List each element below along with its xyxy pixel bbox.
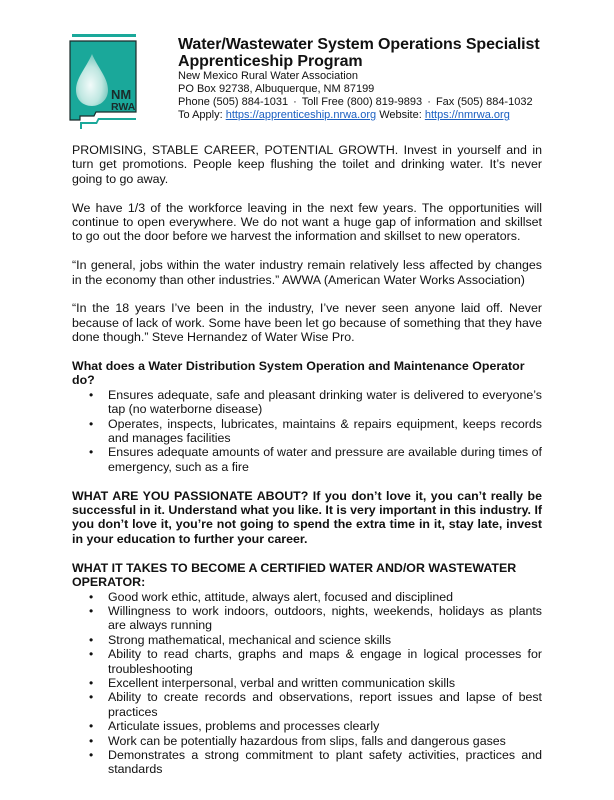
bullet-icon: •	[89, 632, 94, 647]
program-title-line-1: Water/Wastewater System Operations Specialist	[178, 36, 540, 53]
list-item: • Articulate issues, problems and processes clearly	[89, 719, 380, 734]
svg-text:NM: NM	[111, 87, 132, 102]
apply-link[interactable]: https://apprenticeship.nrwa.org	[225, 109, 377, 121]
separator-dot: ·	[293, 96, 297, 108]
awwa-quote: “In general, jobs within the water industry remain relatively less affected by changes in the economy than other industries.” AWWA (American Water Works Association)	[72, 258, 542, 287]
list-item: • Ensures adequate, safe and pleasant drinking water is delivered to everyone’s tap (no waterborne disease)	[89, 387, 542, 417]
phone-number: Phone (505) 884-1031	[178, 96, 289, 108]
bullet-icon: •	[89, 690, 94, 705]
operator-duties-heading: What does a Water Distribution System Operation and Maintenance Operator do?	[72, 359, 525, 388]
certification-requirements-heading: WHAT IT TAKES TO BECOME A CERTIFIED WATER AND/OR WASTEWATER OPERATOR:	[72, 560, 517, 590]
website-label: Website:	[379, 109, 422, 121]
separator-dot: ·	[427, 96, 431, 108]
list-item: • Demonstrates a strong commitment to plant safety activities, practices and standards	[89, 747, 542, 777]
list-item: • Strong mathematical, mechanical and science skills	[89, 632, 392, 647]
apply-label: To Apply:	[178, 109, 223, 121]
nmrwa-logo-icon	[68, 34, 163, 132]
list-item: • Ability to create records and observations, report issues and lapse of best practices	[89, 690, 542, 719]
certification-requirements-list	[72, 590, 542, 777]
bullet-icon: •	[89, 603, 94, 618]
organization-name: New Mexico Rural Water Association	[178, 70, 358, 82]
list-item: • Operates, inspects, lubricates, maintains & repairs equipment, keeps records and manages facilities	[89, 416, 542, 446]
list-item: • Willingness to work indoors, outdoors, nights, weekends, holidays as plants are always running	[89, 603, 542, 633]
steve-hernandez-quote: “In the 18 years I’ve been in the industry, I’ve never seen anyone laid off. Never because of lack of work. Some have been let go because of something that they have done though.” Steve Hernandez of Water Wise Pro.	[72, 301, 542, 345]
passion-paragraph: WHAT ARE YOU PASSIONATE ABOUT? If you don’t love it, you can’t really be successful in it. Understand what you like. It is very important in this industry. If you don’t love it, you’re not going to spend the extra time in it, stay late, invest in your education to further your career.	[72, 488, 543, 546]
document-body	[72, 143, 542, 791]
intro-paragraph: PROMISING, STABLE CAREER, POTENTIAL GROWTH. Invest in yourself and in turn get promotions. People keep flushing the toilet and drinking water. It’s never going to go away.	[72, 143, 542, 186]
list-item: • Work can be potentially hazardous from slips, falls and dangerous gases	[89, 733, 506, 748]
letterhead-text	[178, 36, 558, 122]
list-item: • Ability to read charts, graphs and maps & engage in logical processes for troubleshooting	[89, 647, 542, 676]
list-item: • Ensures adequate amounts of water and pressure are available during times of emergency, such as a fire	[89, 445, 542, 474]
bullet-icon: •	[89, 733, 94, 748]
mailing-address: PO Box 92738, Albuquerque, NM 87199	[178, 83, 375, 95]
svg-text:RWA: RWA	[111, 101, 136, 113]
links-line	[178, 109, 558, 122]
bullet-icon: •	[89, 589, 94, 604]
list-item: • Excellent interpersonal, verbal and written communication skills	[89, 675, 456, 690]
workforce-paragraph: We have 1/3 of the workforce leaving in the next few years. The opportunities will continue to open everywhere. We do not want a huge gap of information and skillset to go out the door before we harvest the information and skillset to new operators.	[72, 200, 542, 244]
fax-number: Fax (505) 884-1032	[435, 96, 533, 108]
operator-duties-list	[72, 388, 542, 474]
bullet-icon: •	[89, 387, 94, 402]
bullet-icon: •	[89, 416, 94, 431]
bullet-icon: •	[89, 747, 94, 762]
bullet-icon: •	[89, 719, 94, 734]
program-title-line-2: Apprenticeship Program	[178, 53, 363, 70]
contact-numbers	[178, 96, 558, 109]
letterhead	[68, 34, 548, 134]
bullet-icon: •	[89, 675, 94, 690]
bullet-icon: •	[89, 445, 94, 460]
website-link[interactable]: https://nmrwa.org	[424, 109, 510, 121]
list-item: • Good work ethic, attitude, always alert, focused and disciplined	[89, 589, 454, 604]
toll-free-number: Toll Free (800) 819-9893	[301, 96, 423, 108]
bullet-icon: •	[89, 647, 94, 662]
